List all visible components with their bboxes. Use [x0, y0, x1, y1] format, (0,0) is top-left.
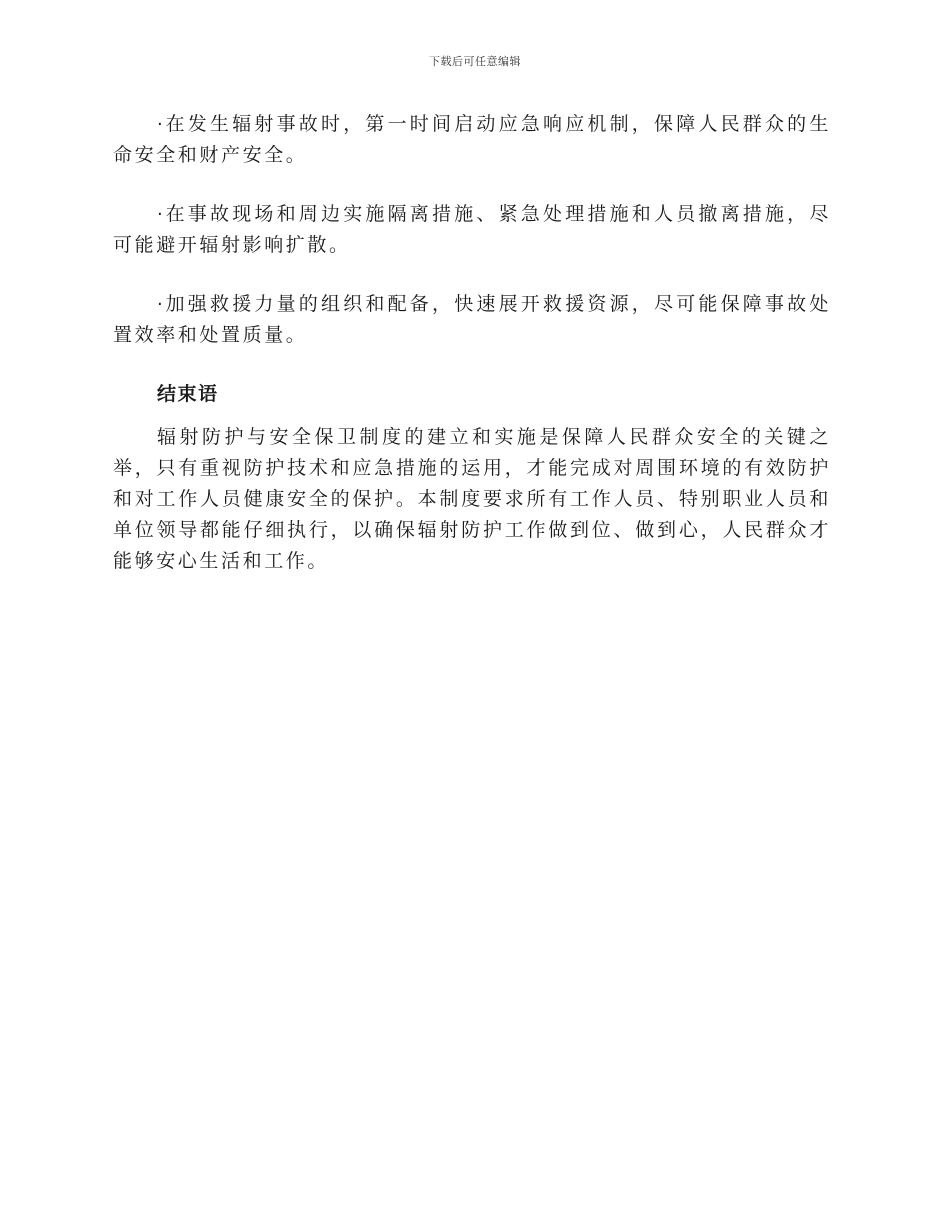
bullet-paragraph-2: [113, 199, 831, 261]
bullet-paragraph-1: [113, 109, 831, 171]
conclusion-paragraph: 辐射防护与安全保卫制度的建立和实施是保障人民群众安全的关键之举，只有重视防护技术和应急措施的运用，才能完成对周围环境的有效防护和对工作人员健康安全的保护。本制度要求所有工作人员、特别职业人员和单位领导都能仔细执行，以确保辐射防护工作做到位、做到心，人民群众才能够安心生活和工作。: [113, 426, 831, 572]
section-heading: 结束语: [157, 383, 219, 405]
bullet-marker: ·: [157, 294, 163, 315]
bullet-text: 在事故现场和周边实施隔离措施、紧急处理措施和人员撤离措施，尽可能避开辐射影响扩散。: [113, 203, 831, 256]
bullet-marker: ·: [157, 204, 163, 225]
bullet-text: 在发生辐射事故时，第一时间启动应急响应机制，保障人民群众的生命安全和财产安全。: [113, 113, 831, 166]
document-body: [113, 109, 831, 577]
header-note: 下载后可任意编辑: [429, 55, 521, 68]
bullet-text: 加强救援力量的组织和配备，快速展开救援资源，尽可能保障事故处置效率和处置质量。: [113, 293, 831, 346]
bullet-marker: ·: [157, 114, 163, 135]
bullet-paragraph-3: [113, 289, 831, 351]
